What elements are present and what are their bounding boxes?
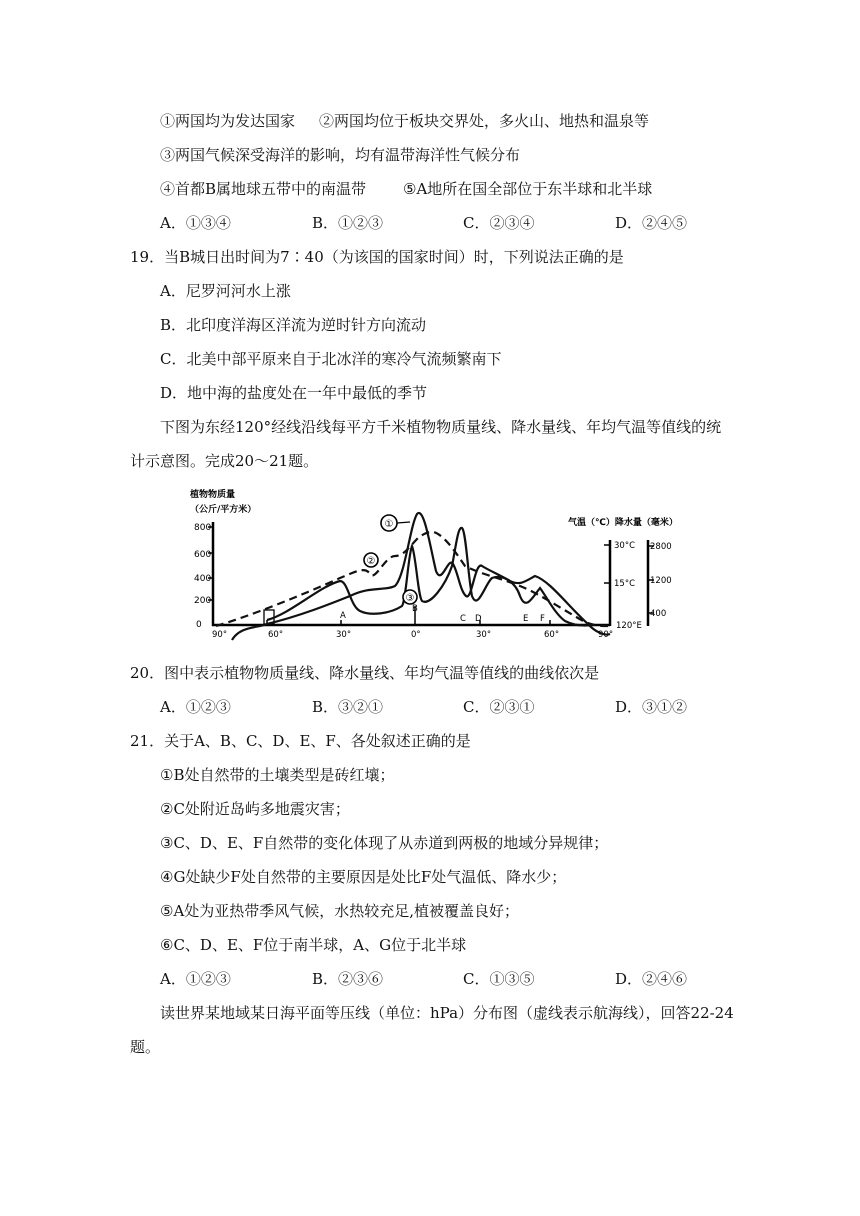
q21-stem: 21．关于A、B、C、D、E、F、各处叙述正确的是 bbox=[130, 732, 471, 750]
lat-label-0: 0° bbox=[411, 630, 421, 640]
q20-stem: 20．图中表示植物物质量线、降水量线、年均气温等值线的曲线依次是 bbox=[130, 664, 600, 682]
q18-statement-3: ③两国气候深受海洋的影响，均有温带海洋性气候分布 bbox=[160, 146, 521, 164]
q20-option-a: A．①②③ bbox=[160, 698, 231, 716]
point-label-c: C bbox=[460, 614, 466, 624]
temp-tick-15: 15°C bbox=[614, 579, 636, 589]
intro-22-24-line-1: 读世界某地域某日海平面等压线（单位：hPa）分布图（虚线表示航海线），回答22-24 bbox=[160, 1004, 734, 1022]
point-label-a: A bbox=[340, 611, 346, 621]
q21-option-c: C．①③⑤ bbox=[463, 970, 535, 988]
q21-statement-1: ①B处自然带的土壤类型是砖红壤； bbox=[160, 766, 395, 784]
curve-label-1: ① bbox=[384, 519, 394, 530]
q18-option-a: A．①③④ bbox=[160, 214, 231, 232]
q18-statement-4: ④首都B属地球五带中的南温带 bbox=[160, 180, 367, 198]
lat-label-60s: 60° bbox=[544, 630, 560, 640]
q21-option-d: D．②④⑥ bbox=[615, 970, 688, 988]
intro-20-21-line-2: 计示意图。完成20～21题。 bbox=[130, 452, 319, 470]
curve-1 bbox=[232, 513, 610, 640]
intro-20-21-line-1: 下图为东经120°经线沿线每平方千米植物物质量线、降水量线、年均气温等值线的统 bbox=[160, 418, 722, 436]
curve-label-2: ② bbox=[366, 556, 376, 567]
temp-tick-30: 30°C bbox=[614, 541, 636, 551]
q18-statement-5: ⑤A地所在国全部位于东半球和北半球 bbox=[403, 180, 653, 198]
q19-stem: 19．当B城日出时间为7∶40（为该国的国家时间）时，下列说法正确的是 bbox=[130, 248, 624, 266]
q21-option-b: B．②③⑥ bbox=[312, 970, 384, 988]
q21-statement-2: ②C处附近岛屿多地震灾害； bbox=[160, 800, 350, 818]
point-label-d: D bbox=[475, 614, 482, 624]
latitude-profile-figure bbox=[190, 486, 678, 640]
q19-option-c: C．北美中部平原来自于北冰洋的寒冷气流频繁南下 bbox=[160, 350, 502, 368]
q18-option-b: B．①②③ bbox=[312, 214, 384, 232]
meridian-label: 120°E bbox=[616, 621, 642, 631]
q18-statement-2: ②两国均位于板块交界处，多火山、地热和温泉等 bbox=[319, 112, 650, 130]
q18-statement-1: ①两国均为发达国家 bbox=[160, 112, 296, 130]
q21-statement-5: ⑤A处为亚热带季风气候，水热较充足,植被覆盖良好； bbox=[160, 902, 520, 920]
q18-option-d: D．②④⑤ bbox=[615, 214, 688, 232]
q20-option-b: B．③②① bbox=[312, 698, 384, 716]
lat-label-60n: 60° bbox=[268, 630, 284, 640]
left-tick-600: 600 bbox=[194, 550, 212, 560]
q19-option-a: A．尼罗河河水上涨 bbox=[160, 282, 291, 300]
q21-statement-3: ③C、D、E、F自然带的变化体现了从赤道到两极的地域分异规律； bbox=[160, 834, 609, 852]
point-label-b: B bbox=[412, 604, 418, 614]
left-tick-200: 200 bbox=[194, 596, 212, 606]
lat-label-30n: 30° bbox=[336, 630, 352, 640]
curve-label-3: ③ bbox=[405, 593, 415, 604]
precip-tick-400: 400 bbox=[650, 609, 667, 619]
q21-statement-6: ⑥C、D、E、F位于南半球，A、G位于北半球 bbox=[160, 936, 467, 954]
left-tick-800: 800 bbox=[194, 523, 212, 533]
left-tick-400: 400 bbox=[194, 574, 212, 584]
point-label-f: F bbox=[540, 614, 545, 624]
right-axis-title: 气温（℃）降水量（毫米） bbox=[568, 518, 678, 528]
q19-option-d: D．地中海的盐度处在一年中最低的季节 bbox=[160, 384, 428, 402]
q21-statement-4: ④G处缺少F处自然带的主要原因是处比F处气温低、降水少； bbox=[160, 868, 567, 886]
intro-22-24-line-2: 题。 bbox=[130, 1038, 161, 1056]
lat-label-30s: 30° bbox=[476, 630, 492, 640]
q20-option-d: D．③①② bbox=[615, 698, 688, 716]
left-tick-0: 0 bbox=[196, 620, 202, 630]
lat-label-90n: 90° bbox=[212, 630, 228, 640]
precip-tick-1200: 1200 bbox=[650, 576, 672, 586]
q19-option-b: B．北印度洋海区洋流为逆时针方向流动 bbox=[160, 316, 427, 334]
q18-option-c: C．②③④ bbox=[463, 214, 535, 232]
precip-tick-2800: 2800 bbox=[650, 542, 672, 552]
left-axis-title-line-1: 植物物质量 bbox=[190, 490, 236, 500]
q21-option-a: A．①②③ bbox=[160, 970, 231, 988]
lat-label-90s: 90° bbox=[598, 630, 614, 640]
left-axis-title-line-2: （公斤/平方米） bbox=[190, 505, 257, 515]
q20-option-c: C．②③① bbox=[463, 698, 535, 716]
point-label-e: E bbox=[523, 614, 529, 624]
